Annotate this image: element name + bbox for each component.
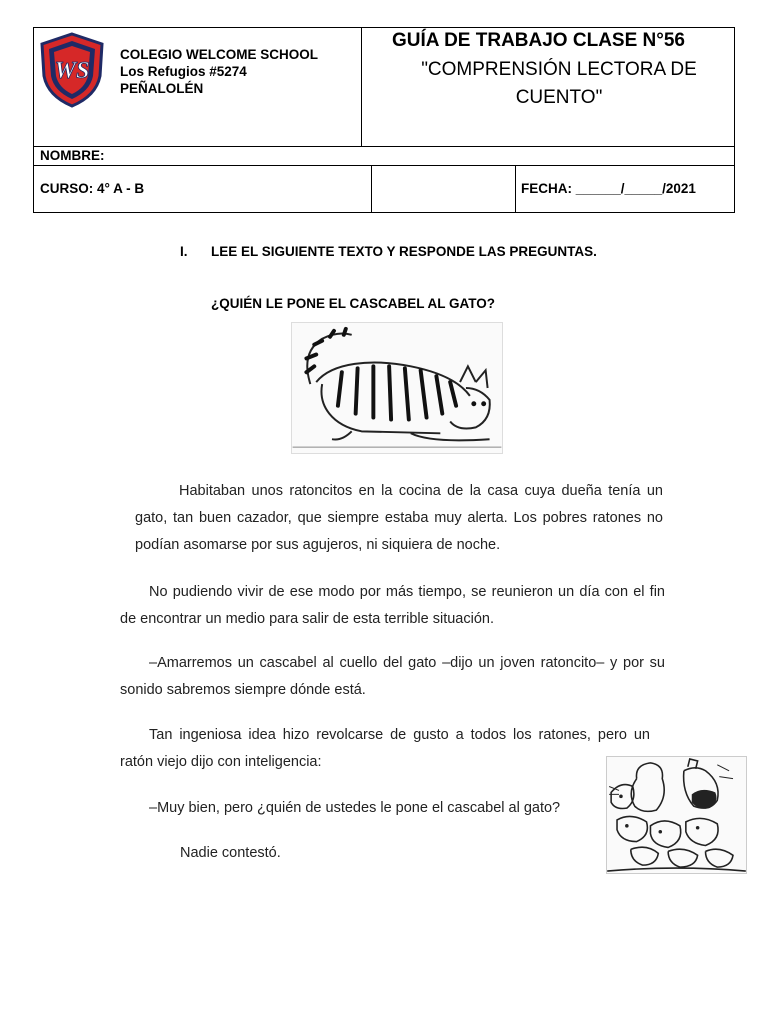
worksheet-title: GUÍA DE TRABAJO CLASE N°56 [392,30,685,51]
cat-illustration [291,322,503,454]
story-title: ¿QUIÉN LE PONE EL CASCABEL AL GATO? [211,296,496,311]
nombre-label: NOMBRE: [40,148,105,163]
story-paragraph-5: –Muy bien, pero ¿quién de ustedes le pone el cascabel al gato? [149,800,561,816]
instruction-text: LEE EL SIGUIENTE TEXTO Y RESPONDE LAS PREGUNTAS. [211,244,597,259]
story-paragraph-1: Habitaban unos ratoncitos en la cocina de la casa cuya dueña tenía un gato, tan buen cazador, que siempre estaba muy alerta. Los pobres ratones no podían asomarse por sus agujeros, ni siquiera de noche. [135,483,663,553]
mice-illustration [606,756,747,874]
school-info [120,46,318,97]
instruction-number: I. [180,244,188,259]
worksheet-subtitle [362,56,734,112]
subtitle-line-1: "COMPRENSIÓN LECTORA DE [421,59,697,80]
logo-text: WS [54,58,90,84]
header-table [33,27,735,213]
fecha-label: FECHA: ______/_____/2021 [521,181,696,196]
subtitle-line-2: CUENTO" [515,87,603,108]
school-district: PEÑALOLÉN [120,81,204,96]
title-cell [362,28,734,146]
nombre-row [34,146,734,166]
instruction [180,244,597,259]
fecha-cell [516,166,734,212]
curso-cell [34,166,372,212]
school-address: Los Refugios #5274 [120,64,247,79]
school-cell [34,28,362,146]
story-paragraph-4: Tan ingeniosa idea hizo revolcarse de gusto a todos los ratones, pero un ratón viejo dijo con inteligencia: [120,727,650,770]
curso-label: CURSO: 4° A - B [40,181,145,196]
school-name: COLEGIO WELCOME SCHOOL [120,47,318,62]
story-paragraph-3: –Amarremos un cascabel al cuello del gato –dijo un joven ratoncito– y por su sonido sabremos siempre dónde está. [120,655,665,698]
empty-cell [372,166,516,212]
story-paragraph-2: No pudiendo vivir de ese modo por más tiempo, se reunieron un día con el fin de encontrar un medio para salir de esta terrible situación. [120,584,665,627]
story-paragraph-6: Nadie contestó. [180,845,281,861]
school-crest-logo [38,32,106,108]
curso-row [34,166,734,212]
